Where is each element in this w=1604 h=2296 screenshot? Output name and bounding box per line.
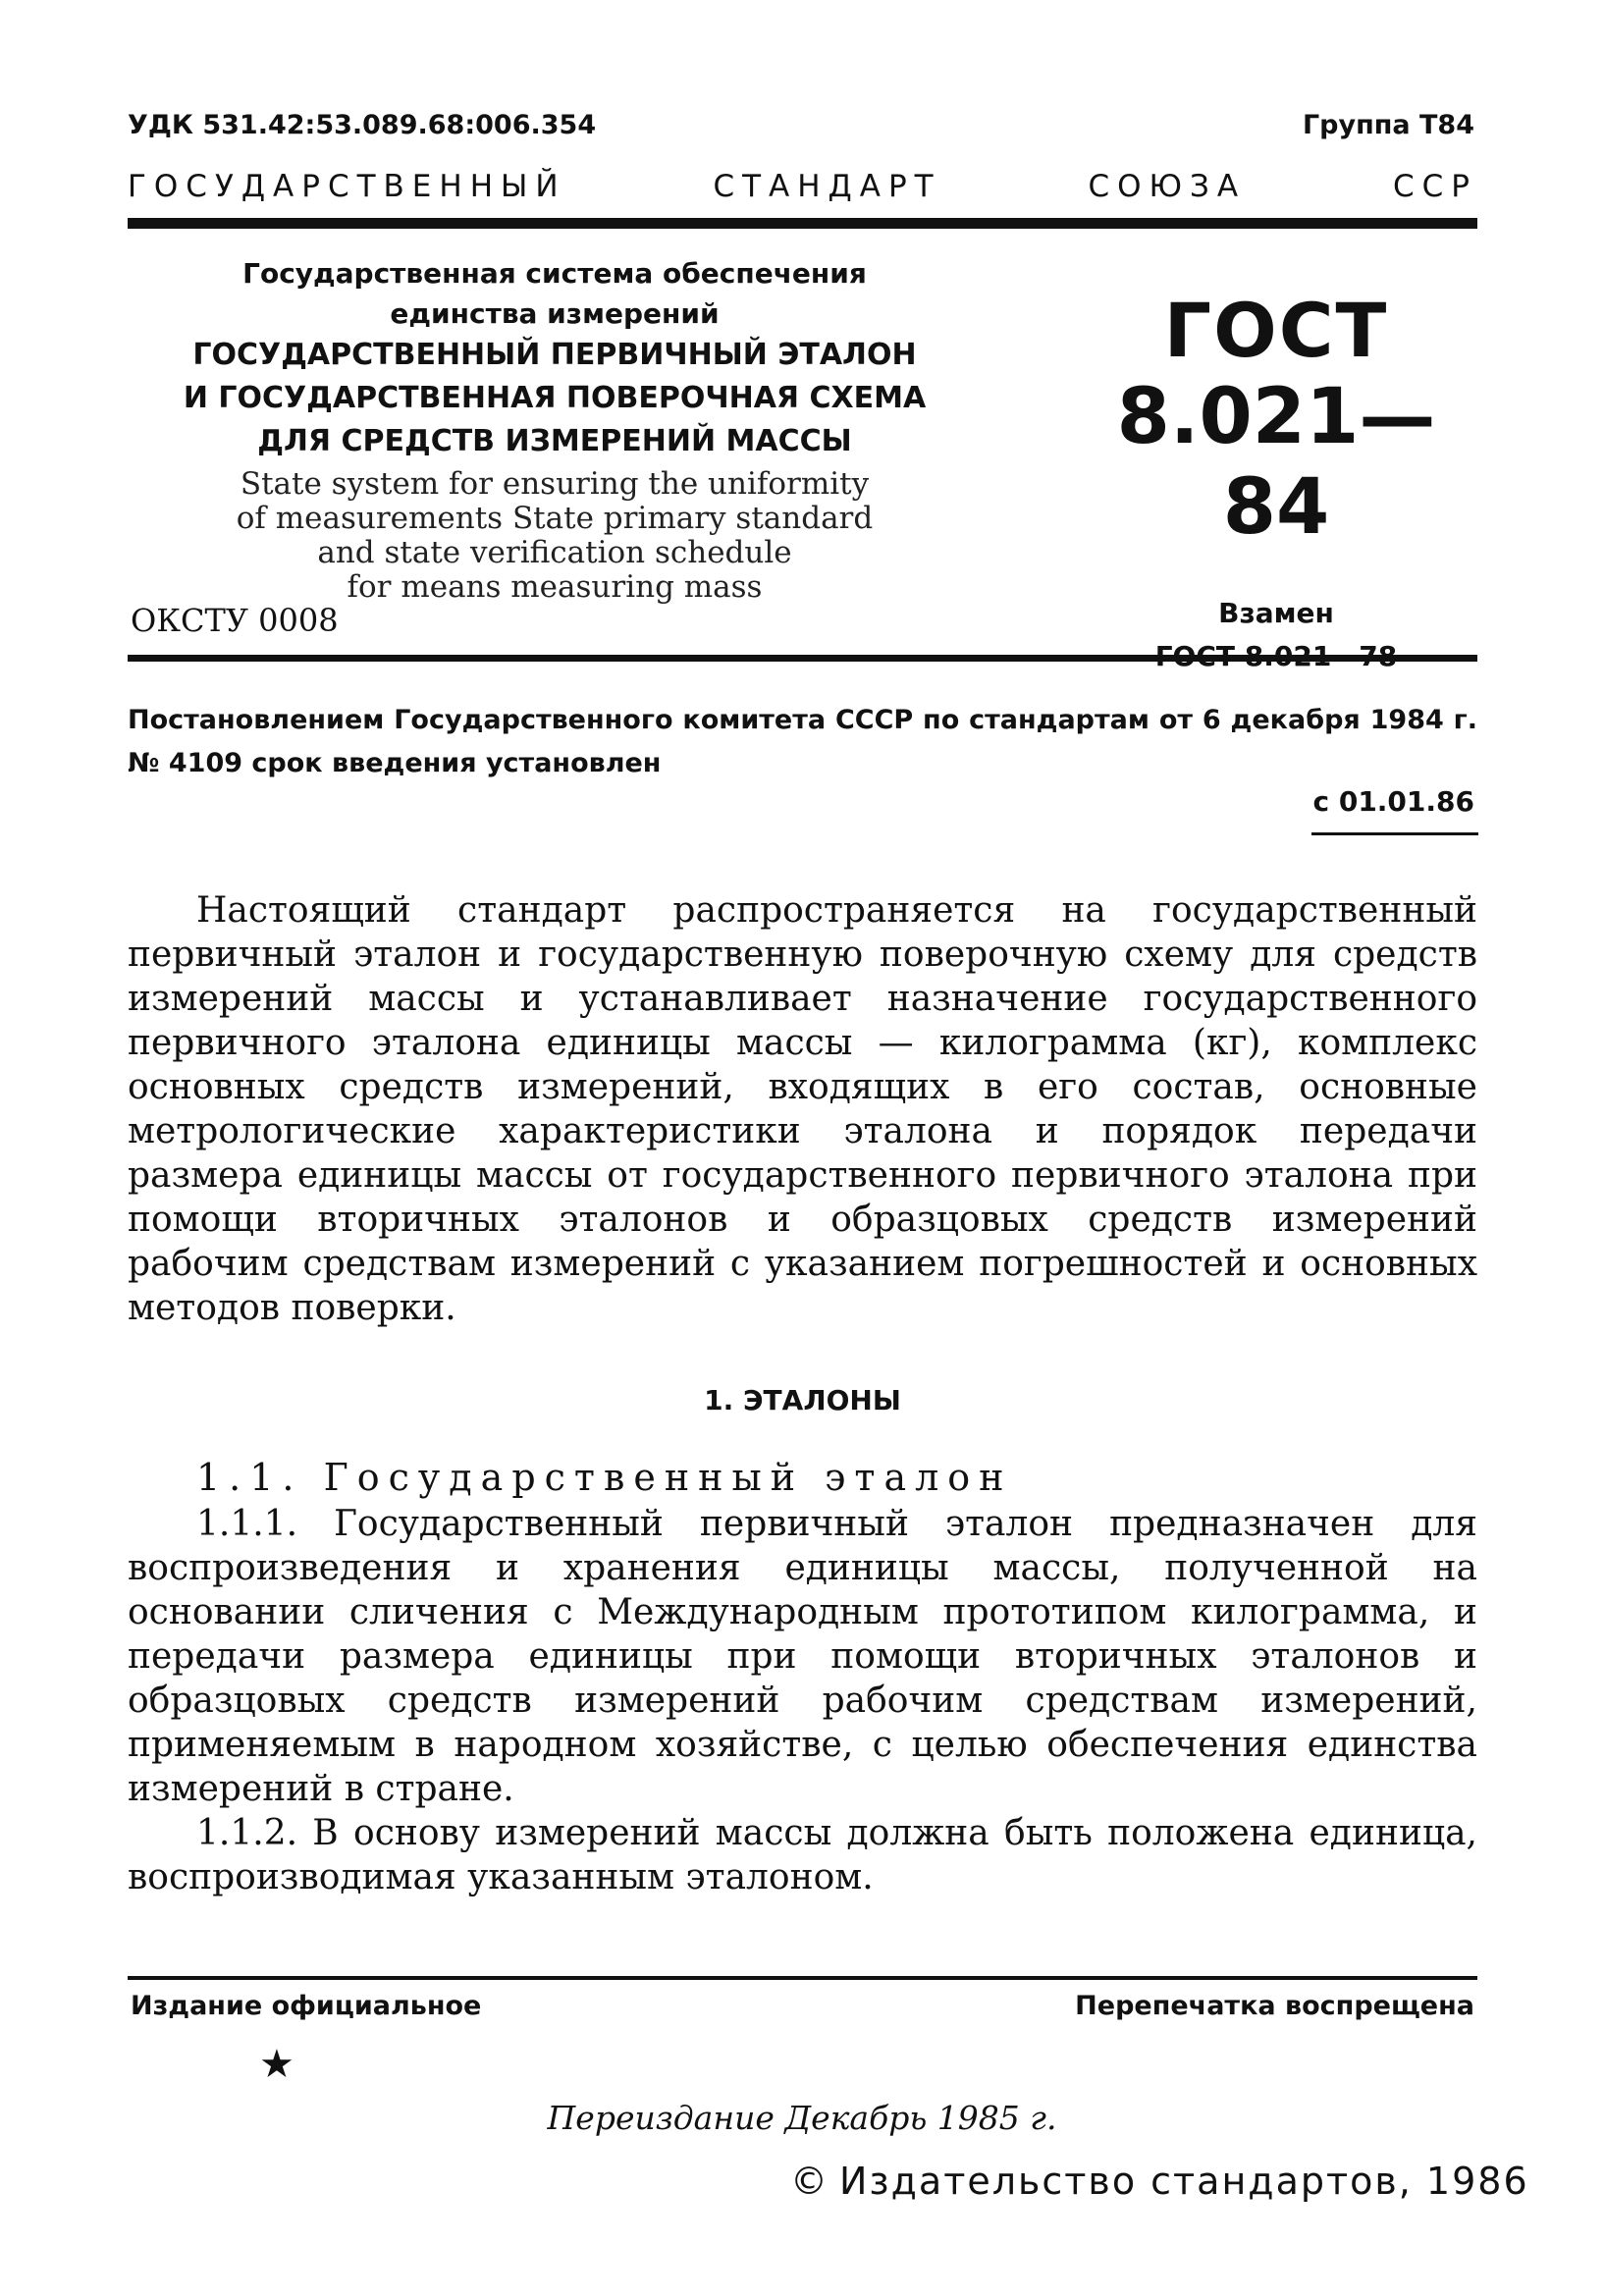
english-title-line: State system for ensuring the uniformity bbox=[240, 466, 870, 502]
header-rule bbox=[128, 218, 1477, 229]
english-title-line: for means measuring mass bbox=[347, 569, 763, 605]
series-word: СТАНДАРТ bbox=[713, 169, 941, 204]
group-code: Группа Т84 bbox=[1302, 110, 1474, 140]
series-title bbox=[128, 169, 1477, 204]
english-title-line: of measurements State primary standard bbox=[236, 501, 874, 536]
series-word: СОЮЗА bbox=[1088, 169, 1247, 204]
system-title-line: Государственная система обеспечения bbox=[242, 257, 867, 290]
main-title-line: ДЛЯ СРЕДСТВ ИЗМЕРЕНИЙ МАССЫ bbox=[257, 424, 852, 458]
english-title-line: and state verification schedule bbox=[317, 535, 792, 570]
intro-paragraph: Настоящий стандарт распространяется на государственный первичный эталон и государственную поверочную схему для средств измерений массы и устанавливает назначение государственного первичного эталона единицы массы — килограмма (кг), комплекс основных средств измерений, входящих в его состав, основные метрологические характеристики эталона и порядок передачи размера единицы массы от государственного первичного эталона при помощи вторичных эталонов и образцовых средств измерений рабочим средствам измерений с указанием погрешностей и основных методов поверки. bbox=[128, 890, 1477, 1328]
subsection-heading: 1.1. Государственный эталон bbox=[196, 1456, 1013, 1499]
star-icon: ★ bbox=[259, 2042, 294, 2087]
series-word: ССР bbox=[1393, 169, 1477, 204]
series-word: ГОСУДАРСТВЕННЫЙ bbox=[128, 169, 566, 204]
publisher-line bbox=[790, 2160, 1529, 2203]
decree-text: Постановлением Государственного комитета СССР по стандартам от 6 декабря 1984 г. № 4109 срок введения установлен bbox=[128, 705, 1477, 778]
section-heading: 1. ЭТАЛОНЫ bbox=[704, 1384, 901, 1416]
reprint-note: Переиздание Декабрь 1985 г. bbox=[547, 2099, 1057, 2137]
gost-number: 8.021—84 bbox=[1116, 373, 1436, 552]
title-rule bbox=[128, 655, 1477, 662]
official-edition: Издание официальное bbox=[131, 1991, 482, 2021]
date-underline bbox=[1311, 832, 1478, 835]
title-block bbox=[128, 253, 982, 605]
system-title-line: единства измерений bbox=[390, 297, 720, 330]
english-title bbox=[128, 467, 982, 605]
main-title-line: ГОСУДАРСТВЕННЫЙ ПЕРВИЧНЫЙ ЭТАЛОН bbox=[192, 338, 917, 372]
paragraph-1-1-1: 1.1.1. Государственный первичный эталон предназначен для воспроизведения и хранения единицы массы, полученной на основании сличения с Международным прототипом килограмма, и передачи размера единицы при помощи вторичных эталонов и образцовых средств измерений рабочим средствам измерений, применяемым в народном хозяйстве, с целью обеспечения единства измерений в стране. bbox=[128, 1504, 1477, 1809]
publisher-name: Издательство стандартов, 1986 bbox=[839, 2160, 1529, 2203]
copyright-icon: © bbox=[790, 2160, 829, 2203]
paragraph-1-1-2: 1.1.2. В основу измерений массы должна быть положена единица, воспроизводимая указанным эталоном. bbox=[128, 1813, 1477, 1897]
reprint-prohibited: Перепечатка воспрещена bbox=[1075, 1991, 1474, 2021]
footer-rule bbox=[128, 1976, 1477, 1980]
okstu-code: ОКСТУ 0008 bbox=[131, 602, 339, 639]
udk-code: УДК 531.42:53.089.68:006.354 bbox=[128, 110, 597, 140]
replaces-label: Взамен bbox=[1218, 597, 1334, 629]
gost-word: ГОСТ bbox=[1163, 287, 1389, 374]
main-title-line: И ГОСУДАРСТВЕННАЯ ПОВЕРОЧНАЯ СХЕМА bbox=[183, 381, 927, 415]
effective-date: с 01.01.86 bbox=[1312, 785, 1474, 818]
gost-block bbox=[1090, 287, 1463, 678]
